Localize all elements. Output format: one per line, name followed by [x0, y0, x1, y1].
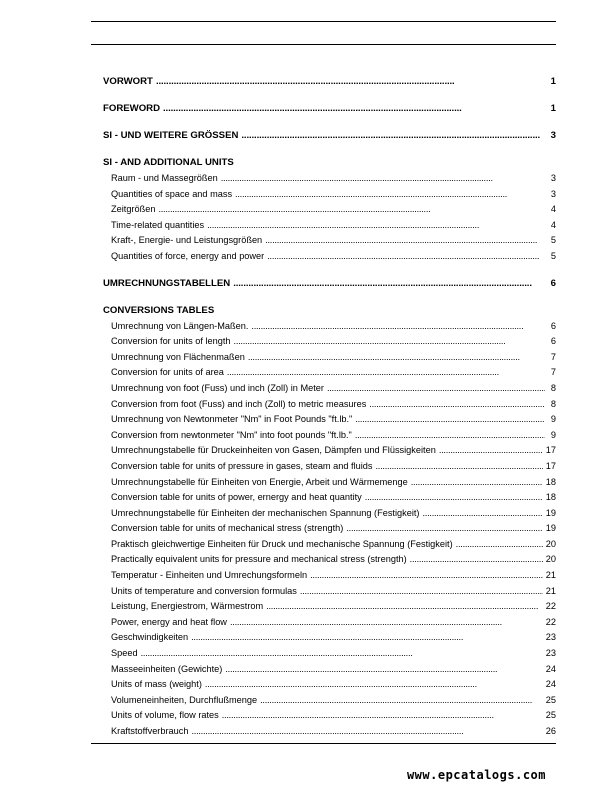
- toc-entry-title: Umrechnungstabelle für Einheiten von Energie, Arbeit und Wärmemenge: [111, 476, 408, 487]
- dot-leader: [227, 365, 545, 381]
- toc-entry-title: UMRECHNUNGSTABELLEN: [103, 277, 231, 289]
- toc-entry-title: SI - AND ADDITIONAL UNITS: [103, 157, 234, 168]
- dot-leader: [300, 584, 543, 600]
- dot-leader: [156, 74, 545, 90]
- toc-entry[interactable]: [103, 249, 556, 265]
- toc-entry[interactable]: [103, 615, 556, 631]
- toc-entry-page: 8: [550, 382, 556, 393]
- toc-entry-title: SI - UND WEITERE GRÖSSEN: [103, 130, 239, 141]
- toc-entry[interactable]: [103, 599, 556, 615]
- toc-entry-title: Quantities of space and mass: [111, 188, 233, 199]
- dot-leader: [248, 350, 545, 366]
- dot-leader: [410, 552, 543, 568]
- toc-entry[interactable]: [103, 708, 556, 724]
- dot-leader: [369, 397, 545, 413]
- toc-entry-page: 3: [550, 173, 556, 183]
- toc-entry-title: Praktisch gleichwertige Einheiten für Druck und mechanische Spannung (Festigkeit): [111, 538, 453, 549]
- toc-entry-page: 23: [545, 632, 556, 643]
- dot-leader: [233, 276, 545, 292]
- toc-entry-page: 1: [550, 76, 556, 87]
- toc-entry-title: Power, energy and heat flow: [111, 616, 227, 627]
- dot-leader: [260, 693, 543, 709]
- dot-leader: [365, 490, 543, 506]
- toc-entry[interactable]: [103, 724, 556, 740]
- toc-entry-title: Geschwindigkeiten: [111, 632, 189, 643]
- toc-entry[interactable]: [103, 490, 556, 506]
- toc-entry-page: 9: [550, 414, 556, 425]
- toc-entry-title: Raum - und Massegrößen: [111, 173, 218, 183]
- toc-entry-title: Kraft-, Energie- und Leistungsgrößen: [111, 235, 263, 246]
- dot-leader: [222, 708, 543, 724]
- toc-entry-title: Conversion for units of length: [111, 336, 231, 347]
- dot-leader: [266, 599, 543, 615]
- toc-entry-title: Zeitgrößen: [111, 204, 156, 215]
- dot-leader: [422, 506, 542, 522]
- table-of-contents: [103, 74, 556, 740]
- toc-entry-page: 19: [545, 523, 556, 534]
- toc-entry-page: 17: [545, 445, 556, 456]
- toc-entry-title: Masseeinheiten (Gewichte): [111, 663, 223, 674]
- dot-leader: [456, 537, 543, 553]
- toc-entry-page: 17: [545, 460, 556, 471]
- toc-entry-page: 3: [550, 130, 556, 141]
- dot-leader: [234, 334, 545, 350]
- toc-entry-page: 21: [545, 585, 556, 596]
- toc-heading[interactable]: [103, 155, 556, 171]
- toc-entry-title: Conversion table for units of pressure in gases, steam and fluids: [111, 460, 373, 471]
- toc-entry-page: 22: [545, 601, 556, 612]
- toc-entry[interactable]: [103, 521, 556, 537]
- toc-entry[interactable]: [103, 233, 556, 249]
- watermark-text: www.epcatalogs.com: [406, 768, 546, 782]
- dot-leader: [265, 233, 545, 249]
- toc-entry-page: 21: [545, 570, 556, 581]
- toc-entry-page: 23: [545, 648, 556, 659]
- toc-entry-title: Umrechnungstabelle für Einheiten der mechanischen Spannung (Festigkeit): [111, 507, 420, 518]
- toc-entry-page: 8: [550, 398, 556, 409]
- dot-leader: [141, 646, 543, 662]
- dot-leader: [230, 615, 543, 631]
- toc-heading[interactable]: [103, 74, 556, 90]
- dot-leader: [267, 249, 545, 265]
- toc-entry[interactable]: [103, 381, 556, 397]
- dot-leader: [346, 521, 542, 537]
- dot-leader: [163, 101, 545, 117]
- toc-entry[interactable]: [103, 630, 556, 646]
- toc-heading[interactable]: [103, 101, 556, 117]
- dot-leader: [191, 724, 542, 740]
- toc-entry-page: 20: [545, 554, 556, 565]
- toc-entry-title: Quantities of force, energy and power: [111, 250, 265, 261]
- toc-heading[interactable]: [103, 303, 556, 319]
- toc-entry[interactable]: [103, 662, 556, 678]
- toc-entry-page: 4: [550, 204, 556, 215]
- toc-entry[interactable]: [103, 187, 556, 203]
- toc-entry-title: Kraftstoffverbrauch: [111, 726, 189, 736]
- toc-entry[interactable]: [103, 506, 556, 522]
- toc-entry-title: Speed: [111, 648, 138, 659]
- top-rule: [91, 21, 556, 22]
- toc-entry[interactable]: [103, 568, 556, 584]
- toc-entry[interactable]: [103, 537, 556, 553]
- dot-leader: [411, 475, 543, 491]
- toc-entry[interactable]: [103, 319, 556, 335]
- toc-entry[interactable]: [103, 646, 556, 662]
- toc-entry-page: 3: [550, 188, 556, 199]
- toc-entry-page: 7: [550, 367, 556, 378]
- toc-entry[interactable]: [103, 584, 556, 600]
- toc-entry-page: 6: [550, 320, 556, 331]
- dot-leader: [221, 171, 545, 187]
- toc-entry-title: Volumeneinheiten, Durchflußmenge: [111, 694, 258, 705]
- dot-leader: [205, 677, 543, 693]
- toc-entry[interactable]: [103, 202, 556, 218]
- dot-leader: [235, 187, 545, 203]
- toc-entry-page: 9: [550, 429, 556, 440]
- toc-entry-title: Temperatur - Einheiten und Umrechungsformeln: [111, 570, 308, 581]
- toc-entry[interactable]: [103, 334, 556, 350]
- toc-entry-title: VORWORT: [103, 76, 153, 87]
- toc-entry-page: 6: [550, 277, 556, 289]
- toc-entry-page: 24: [545, 663, 556, 674]
- toc-entry-page: 6: [550, 336, 556, 347]
- toc-entry[interactable]: [103, 693, 556, 709]
- toc-entry-title: CONVERSIONS TABLES: [103, 304, 215, 316]
- toc-entry-title: Units of mass (weight): [111, 679, 202, 690]
- toc-entry-title: Conversion from foot (Fuss) and inch (Zoll) to metric measures: [111, 398, 367, 409]
- toc-entry-title: Umrechnung von Flächenmaßen: [111, 351, 245, 362]
- dot-leader: [251, 319, 545, 335]
- header-rule: [91, 44, 556, 45]
- toc-entry-title: Conversion for units of area: [111, 367, 224, 378]
- dot-leader: [225, 662, 542, 678]
- toc-entry-title: FOREWORD: [103, 103, 161, 114]
- dot-leader: [355, 428, 545, 444]
- toc-entry-page: 22: [545, 616, 556, 627]
- toc-entry-page: 25: [545, 694, 556, 705]
- toc-entry[interactable]: [103, 677, 556, 693]
- toc-heading[interactable]: [103, 128, 556, 144]
- toc-entry-page: 19: [545, 507, 556, 518]
- dot-leader: [191, 630, 543, 646]
- toc-entry-page: 25: [545, 710, 556, 721]
- dot-leader: [375, 459, 542, 475]
- toc-entry[interactable]: [103, 475, 556, 491]
- toc-entry-title: Units of volume, flow rates: [111, 710, 219, 721]
- dot-leader: [327, 381, 545, 397]
- toc-entry-title: Time-related quantities: [111, 219, 205, 230]
- toc-entry-title: Conversion table for units of power, ernergy and heat quantity: [111, 492, 362, 503]
- toc-entry[interactable]: [103, 412, 556, 428]
- dot-leader: [439, 443, 543, 459]
- toc-entry-page: 18: [545, 476, 556, 487]
- dot-leader: [158, 202, 545, 218]
- toc-entry-page: 5: [550, 250, 556, 261]
- dot-leader: [310, 568, 543, 584]
- toc-heading[interactable]: [103, 276, 556, 292]
- dot-leader: [241, 128, 545, 144]
- toc-entry-page: 26: [545, 726, 556, 736]
- toc-entry[interactable]: [103, 218, 556, 234]
- toc-entry[interactable]: [103, 350, 556, 366]
- toc-entry-title: Umrechnung von Längen-Maßen.: [111, 320, 249, 331]
- toc-entry-page: 20: [545, 538, 556, 549]
- toc-entry[interactable]: [103, 365, 556, 381]
- bottom-rule: [91, 743, 556, 744]
- toc-entry[interactable]: [103, 459, 556, 475]
- toc-entry-page: 18: [545, 492, 556, 503]
- toc-entry-title: Leistung, Energiestrom, Wärmestrom: [111, 601, 264, 612]
- toc-entry-page: 4: [550, 219, 556, 230]
- toc-entry-page: 5: [550, 235, 556, 246]
- toc-entry-title: Units of temperature and conversion formulas: [111, 585, 297, 596]
- toc-entry-title: Umrechnung von foot (Fuss) und inch (Zoll) in Meter: [111, 382, 324, 393]
- toc-entry[interactable]: [103, 428, 556, 444]
- toc-entry-page: 24: [545, 679, 556, 690]
- toc-entry-title: Conversion from newtonmeter "Nm" into foot pounds "ft.lb.": [111, 429, 352, 440]
- dot-leader: [355, 412, 545, 428]
- toc-entry-title: Practically equivalent units for pressure and mechanical stress (strength): [111, 554, 407, 565]
- toc-entry-page: 7: [550, 351, 556, 362]
- toc-entry-title: Conversion table for units of mechanical stress (strength): [111, 523, 344, 534]
- toc-entry-title: Umrechnungstabelle für Druckeinheiten von Gasen, Dämpfen und Flüssigkeiten: [111, 445, 436, 456]
- dot-leader: [207, 218, 545, 234]
- toc-entry[interactable]: [103, 171, 556, 187]
- toc-entry[interactable]: [103, 443, 556, 459]
- toc-entry[interactable]: [103, 397, 556, 413]
- toc-entry-title: Umrechnung von Newtonmeter "Nm" in Foot Pounds "ft.lb.": [111, 414, 353, 425]
- toc-entry[interactable]: [103, 552, 556, 568]
- toc-entry-page: 1: [550, 103, 556, 114]
